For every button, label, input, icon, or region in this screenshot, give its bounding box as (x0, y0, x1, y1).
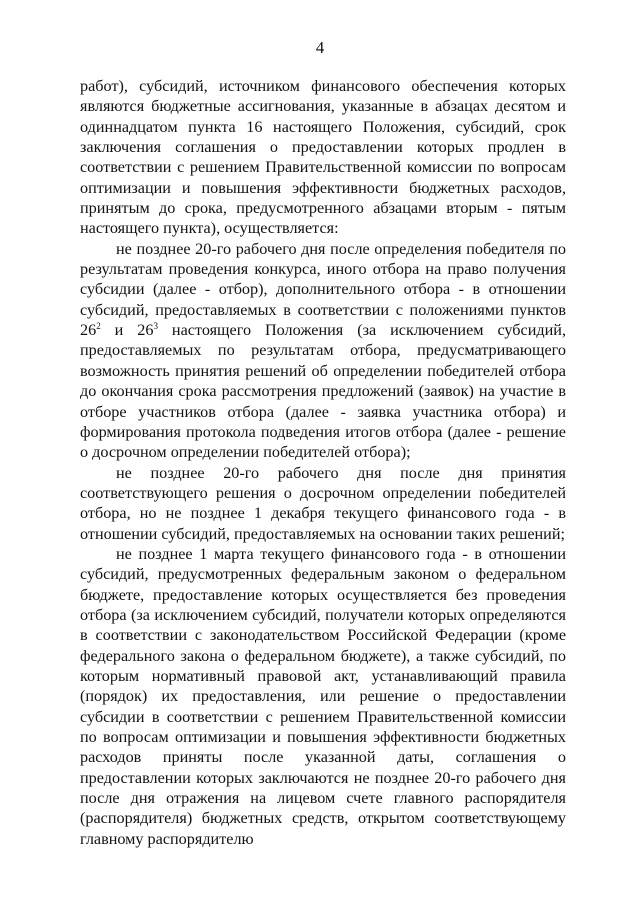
superscript-2: 2 (96, 321, 101, 332)
paragraph-continuation: работ), субсидий, источником финансового обеспечения которых являются бюджетные ассигнования, указанные в абзацах десятом и одиннадцатом пункта 16 настоящего Положения, субсидий, срок заключения соглашения о предоставлении которых продлен в соответствии с решением Правительственной комиссии по вопросам оптимизации и повышения эффективности бюджетных расходов, принятым до срока, предусмотренного абзацами вторым - пятым настоящего пункта), осуществляется: (80, 77, 566, 238)
paragraph-text-before: не позднее 20-го рабочего дня после определения победителя по результатам проведения конкурса, иного отбора на право получения субсидии (далее - отбор), дополнительного отбора - в отношении субсидий, предоставляемых в соответствии с положениями пунктов 26 (80, 239, 566, 340)
paragraph-competition-deadline (80, 239, 566, 463)
superscript-3: 3 (153, 321, 158, 332)
paragraph-march-deadline: не позднее 1 марта текущего финансового года - в отношении субсидий, предусмотренных федеральным законом о федеральном бюджете, предоставление которых осуществляется без проведения отбора (за исключением субсидий, получатели которых определяются в соответствии с законодательством Российской Федерации (кроме федерального закона о федеральном бюджете), а также субсидий, по которым нормативный правовой акт, устанавливающий правила (порядок) их предоставления, или решение о предоставлении субсидии в соответствии с решением Правительственной комиссии по вопросам оптимизации и повышения эффективности бюджетных расходов приняты после указанной даты, соглашения о предоставлении которых заключаются не позднее 20-го рабочего дня после дня отражения на лицевом счете главного распорядителя (распорядителя) бюджетных средств, открытом соответствующему главному распорядителю (80, 544, 566, 848)
paragraph-text-after: настоящего Положения (за исключением субсидий, предоставляемых по результатам отбора, предусматривающего возможность принятия решений об определении победителей отбора до окончания срока рассмотрения предложений (заявок) на участие в отборе участников отбора (далее - заявка участника отбора) и формирования протокола подведения итогов отбора (далее - решение о досрочном определении победителей отбора); (80, 321, 566, 462)
paragraph-text-middle: и 26 (100, 321, 154, 340)
paragraph-early-decision-deadline: не позднее 20-го рабочего дня после дня принятия соответствующего решения о досрочном определении победителей отбора, но не позднее 1 декабря текущего финансового года - в отношении субсидий, предоставляемых на основании таких решений; (80, 463, 566, 543)
page-number: 4 (315, 38, 325, 57)
document-body (80, 76, 566, 849)
